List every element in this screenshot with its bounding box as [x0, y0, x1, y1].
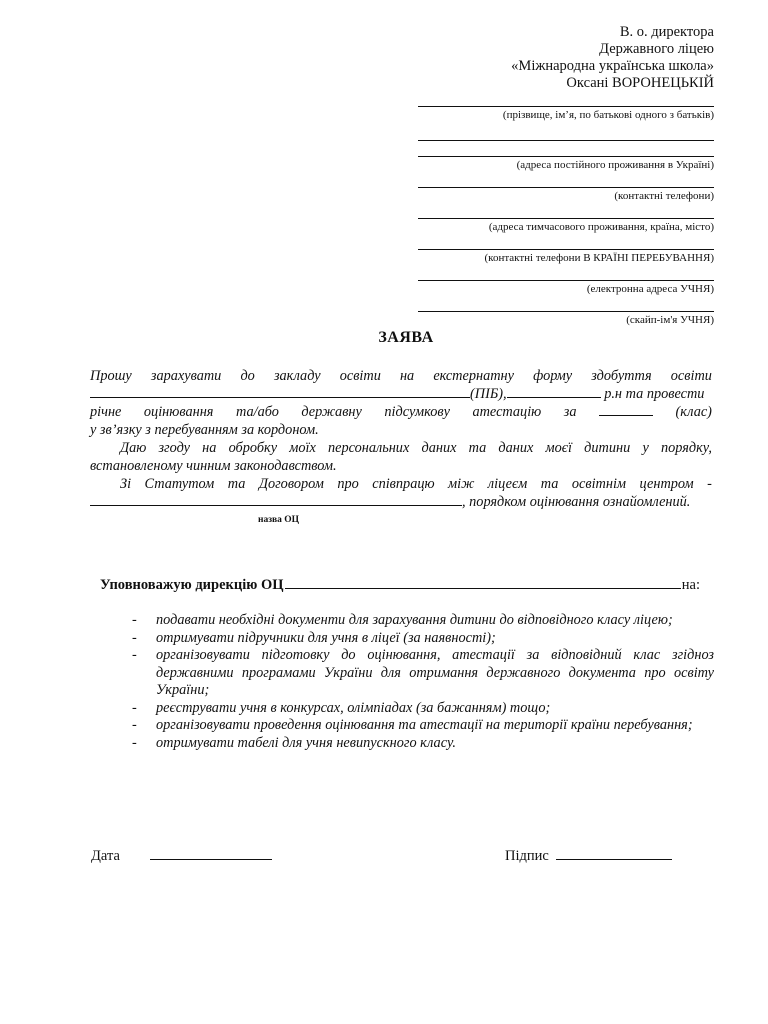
student-name-blank[interactable] — [90, 385, 470, 398]
field-line — [418, 218, 714, 219]
extra-line-field[interactable] — [418, 140, 714, 141]
signature-label: Підпис — [505, 848, 549, 864]
class-blank[interactable] — [599, 403, 653, 416]
date-blank[interactable] — [150, 847, 272, 860]
field-line — [418, 311, 714, 312]
word: форму — [533, 368, 573, 384]
statute-line-2 — [90, 493, 712, 511]
oc-name-caption: назва ОЦ — [258, 515, 300, 525]
temp-address-field[interactable] — [418, 218, 714, 234]
statute-tail: , порядком оцінювання ознайомлений. — [462, 494, 691, 510]
word: співпрацю — [372, 476, 435, 492]
rn-text: р.н та провести — [604, 386, 705, 402]
request-line-4: у зв’язку з перебуванням за кордоном. — [90, 422, 319, 438]
word: Договором — [258, 476, 324, 492]
field-caption: (контактні телефони) — [614, 190, 714, 202]
field-line — [418, 156, 714, 157]
word: оцінювання — [143, 404, 214, 420]
list-item-text: отримувати табелі для учня невипускного класу. — [156, 734, 456, 751]
dash: - — [132, 647, 137, 663]
word: зарахувати — [150, 368, 222, 384]
word: на — [399, 368, 415, 384]
authority-list — [132, 612, 714, 752]
word: річне — [90, 404, 122, 420]
word: та — [540, 476, 559, 492]
dash: - — [132, 734, 137, 751]
list-item-text: реєструвати учня в конкурсах, олімпіадах (за бажанням) тощо; — [156, 699, 551, 716]
field-line — [418, 106, 714, 107]
request-paragraph — [90, 367, 712, 511]
word: до — [240, 368, 255, 384]
field-caption: (адреса тимчасового проживання, країна, місто) — [488, 221, 714, 233]
pib-label: (ПІБ), — [470, 386, 507, 402]
field-caption: (контактні телефони В КРАЇНІ ПЕРЕБУВАННЯ) — [484, 252, 714, 264]
word: освітнім — [571, 476, 627, 492]
field-line — [418, 140, 714, 141]
word: у — [642, 440, 649, 456]
student-skype-field[interactable] — [418, 311, 714, 327]
class-label: (клас) — [675, 404, 712, 420]
student-email-field[interactable] — [418, 280, 714, 296]
authorize-line — [100, 576, 700, 594]
word: та/або — [235, 404, 279, 420]
word: здобуття — [591, 368, 652, 384]
word: згоду — [158, 440, 190, 456]
authorize-label: Уповноважую дирекцію ОЦ — [100, 577, 284, 593]
word: Даю — [120, 440, 147, 456]
phone-field[interactable] — [418, 187, 714, 203]
word: персональних — [327, 440, 410, 456]
word: закладу — [273, 368, 321, 384]
word: освіти — [670, 368, 712, 384]
oc-name-blank[interactable] — [90, 493, 462, 506]
word: дитини — [584, 440, 631, 456]
date-label: Дата — [91, 848, 120, 864]
request-line-2 — [90, 385, 712, 403]
word: освіти — [339, 368, 381, 384]
addressee-line: Державного ліцею — [599, 41, 714, 57]
word: про — [337, 476, 359, 492]
addressee-line: В. о. директора — [619, 24, 714, 40]
authorize-oc-blank[interactable] — [285, 576, 681, 589]
list-item — [132, 735, 714, 753]
list-item — [132, 700, 714, 718]
word: - — [707, 476, 712, 492]
word: та — [468, 440, 487, 456]
field-caption: (електронна адреса УЧНЯ) — [586, 283, 714, 295]
word: обробку — [228, 440, 278, 456]
word: даних — [498, 440, 534, 456]
word: між — [448, 476, 475, 492]
request-line-1 — [90, 367, 712, 385]
dash: - — [132, 699, 137, 716]
field-caption: (скайп-ім'я УЧНЯ) — [626, 314, 714, 326]
list-item — [132, 647, 714, 700]
addressee-line: Оксані ВОРОНЕЦЬКІЙ — [566, 75, 714, 91]
word: Прошу — [90, 368, 132, 384]
word: та — [227, 476, 246, 492]
addressee-line: «Міжнародна українська школа» — [511, 58, 714, 74]
field-line — [418, 187, 714, 188]
word: за — [563, 404, 577, 420]
field-caption: (адреса постійного проживання в Україні) — [516, 159, 714, 171]
consent-line-2: встановленому чинним законодавством. — [90, 458, 337, 474]
document-title: ЗАЯВА — [378, 329, 434, 346]
word: ліцеєм — [487, 476, 528, 492]
list-item — [132, 630, 714, 648]
signature-blank[interactable] — [556, 847, 672, 860]
field-line — [418, 249, 714, 250]
word: центром — [639, 476, 694, 492]
word: моєї — [545, 440, 573, 456]
birth-year-blank[interactable] — [507, 385, 601, 398]
dash: - — [132, 612, 137, 628]
addressee-block — [511, 24, 714, 92]
home-address-field[interactable] — [418, 156, 714, 172]
signature-block — [505, 847, 672, 865]
list-item — [132, 717, 714, 735]
field-caption: (прізвище, ім’я, по батькові одного з батьків) — [502, 109, 714, 121]
list-item-text: подавати необхідні документи для зарахування дитини до відповідного класу ліцею; — [156, 612, 673, 628]
word: Статутом — [144, 476, 215, 492]
word: порядку, — [660, 440, 712, 456]
statute-line-1 — [90, 475, 712, 493]
word: державну — [301, 404, 362, 420]
word: моїх — [289, 440, 316, 456]
date-block — [91, 847, 272, 865]
word: даних — [421, 440, 457, 456]
authorize-suffix: на: — [681, 577, 700, 593]
word: екстернатну — [433, 368, 514, 384]
parent-name-field[interactable] — [418, 106, 714, 122]
request-line-3 — [90, 403, 712, 421]
abroad-phone-field[interactable] — [418, 249, 714, 265]
field-line — [418, 280, 714, 281]
word: на — [202, 440, 217, 456]
word: атестацію — [472, 404, 542, 420]
dash: - — [132, 717, 137, 733]
list-item-text: організовувати підготовку до оцінювання, атестації за відповідний клас згідноз державними програмами України для отримання державного документа про освіту України; — [156, 647, 714, 698]
word: Зі — [120, 476, 132, 492]
list-item-text: організовувати проведення оцінювання та атестації на території країни перебування; — [156, 717, 693, 733]
consent-line-1 — [90, 439, 712, 457]
list-item-text: отримувати підручники для учня в ліцеї (за наявності); — [156, 629, 496, 646]
list-item — [132, 612, 714, 630]
dash: - — [132, 629, 137, 646]
word: підсумкову — [384, 404, 450, 420]
